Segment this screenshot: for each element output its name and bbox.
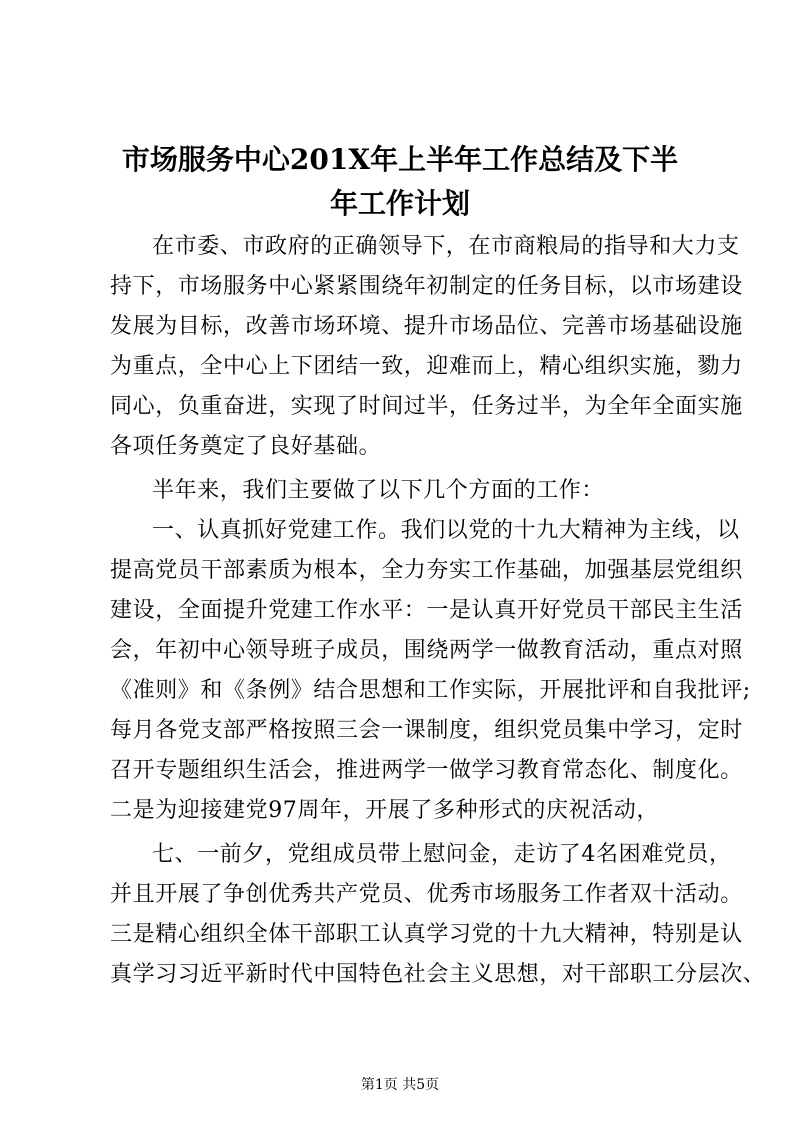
- document-title-line-2: 年工作计划: [329, 187, 470, 220]
- paragraph-line: 召开专题组织生活会，推进两学一做学习教育常态化、制度化。: [110, 758, 743, 783]
- paragraph-line: 持下，市场服务中心紧紧围绕年初制定的任务目标，以市场建设: [110, 274, 743, 299]
- paragraph-line: 在市委、市政府的正确领导下，在市商粮局的指导和大力支: [152, 234, 740, 259]
- paragraph-line: 为重点，全中心上下团结一致，迎难而上，精心组织实施，勠力: [110, 354, 743, 379]
- paragraph-line: 会，年初中心领导班子成员，围绕两学一做教育活动，重点对照: [110, 638, 743, 663]
- document-title-line-1: 市场服务中心201X年上半年工作总结及下半: [121, 143, 679, 176]
- paragraph-line: 提高党员干部素质为根本，全力夯实工作基础，加强基层党组织: [110, 558, 743, 583]
- paragraph-line: 同心，负重奋进，实现了时间过半，任务过半，为全年全面实施: [110, 394, 743, 419]
- paragraph-line: 《准则》和《条例》结合思想和工作实际，开展批评和自我批评;: [110, 678, 751, 703]
- paragraph-line: 二是为迎接建党97周年，开展了多种形式的庆祝活动，: [110, 798, 659, 823]
- page-number-footer: 第1页 共5页: [360, 1077, 440, 1093]
- paragraph-line: 发展为目标，改善市场环境、提升市场品位、完善市场基础设施: [110, 314, 743, 339]
- paragraph-line: 各项任务奠定了良好基础。: [110, 434, 382, 459]
- paragraph-line: 每月各党支部严格按照三会一课制度，组织党员集中学习，定时: [110, 718, 743, 743]
- paragraph-line: 三是精心组织全体干部职工认真学习党的十九大精神，特别是认: [110, 922, 743, 947]
- paragraph-line: 建设，全面提升党建工作水平：一是认真开好党员干部民主生活: [110, 598, 743, 623]
- paragraph-line: 七、一前夕，党组成员带上慰问金，走访了4名困难党员，: [152, 842, 732, 867]
- paragraph-line: 一、认真抓好党建工作。我们以党的十九大精神为主线，以: [152, 518, 740, 543]
- paragraph-line: 半年来，我们主要做了以下几个方面的工作：: [152, 478, 605, 503]
- paragraph-line: 并且开展了争创优秀共产党员、优秀市场服务工作者双十活动。: [110, 882, 743, 907]
- paragraph-line: 真学习习近平新时代中国特色社会主义思想，对干部职工分层次、: [110, 962, 766, 987]
